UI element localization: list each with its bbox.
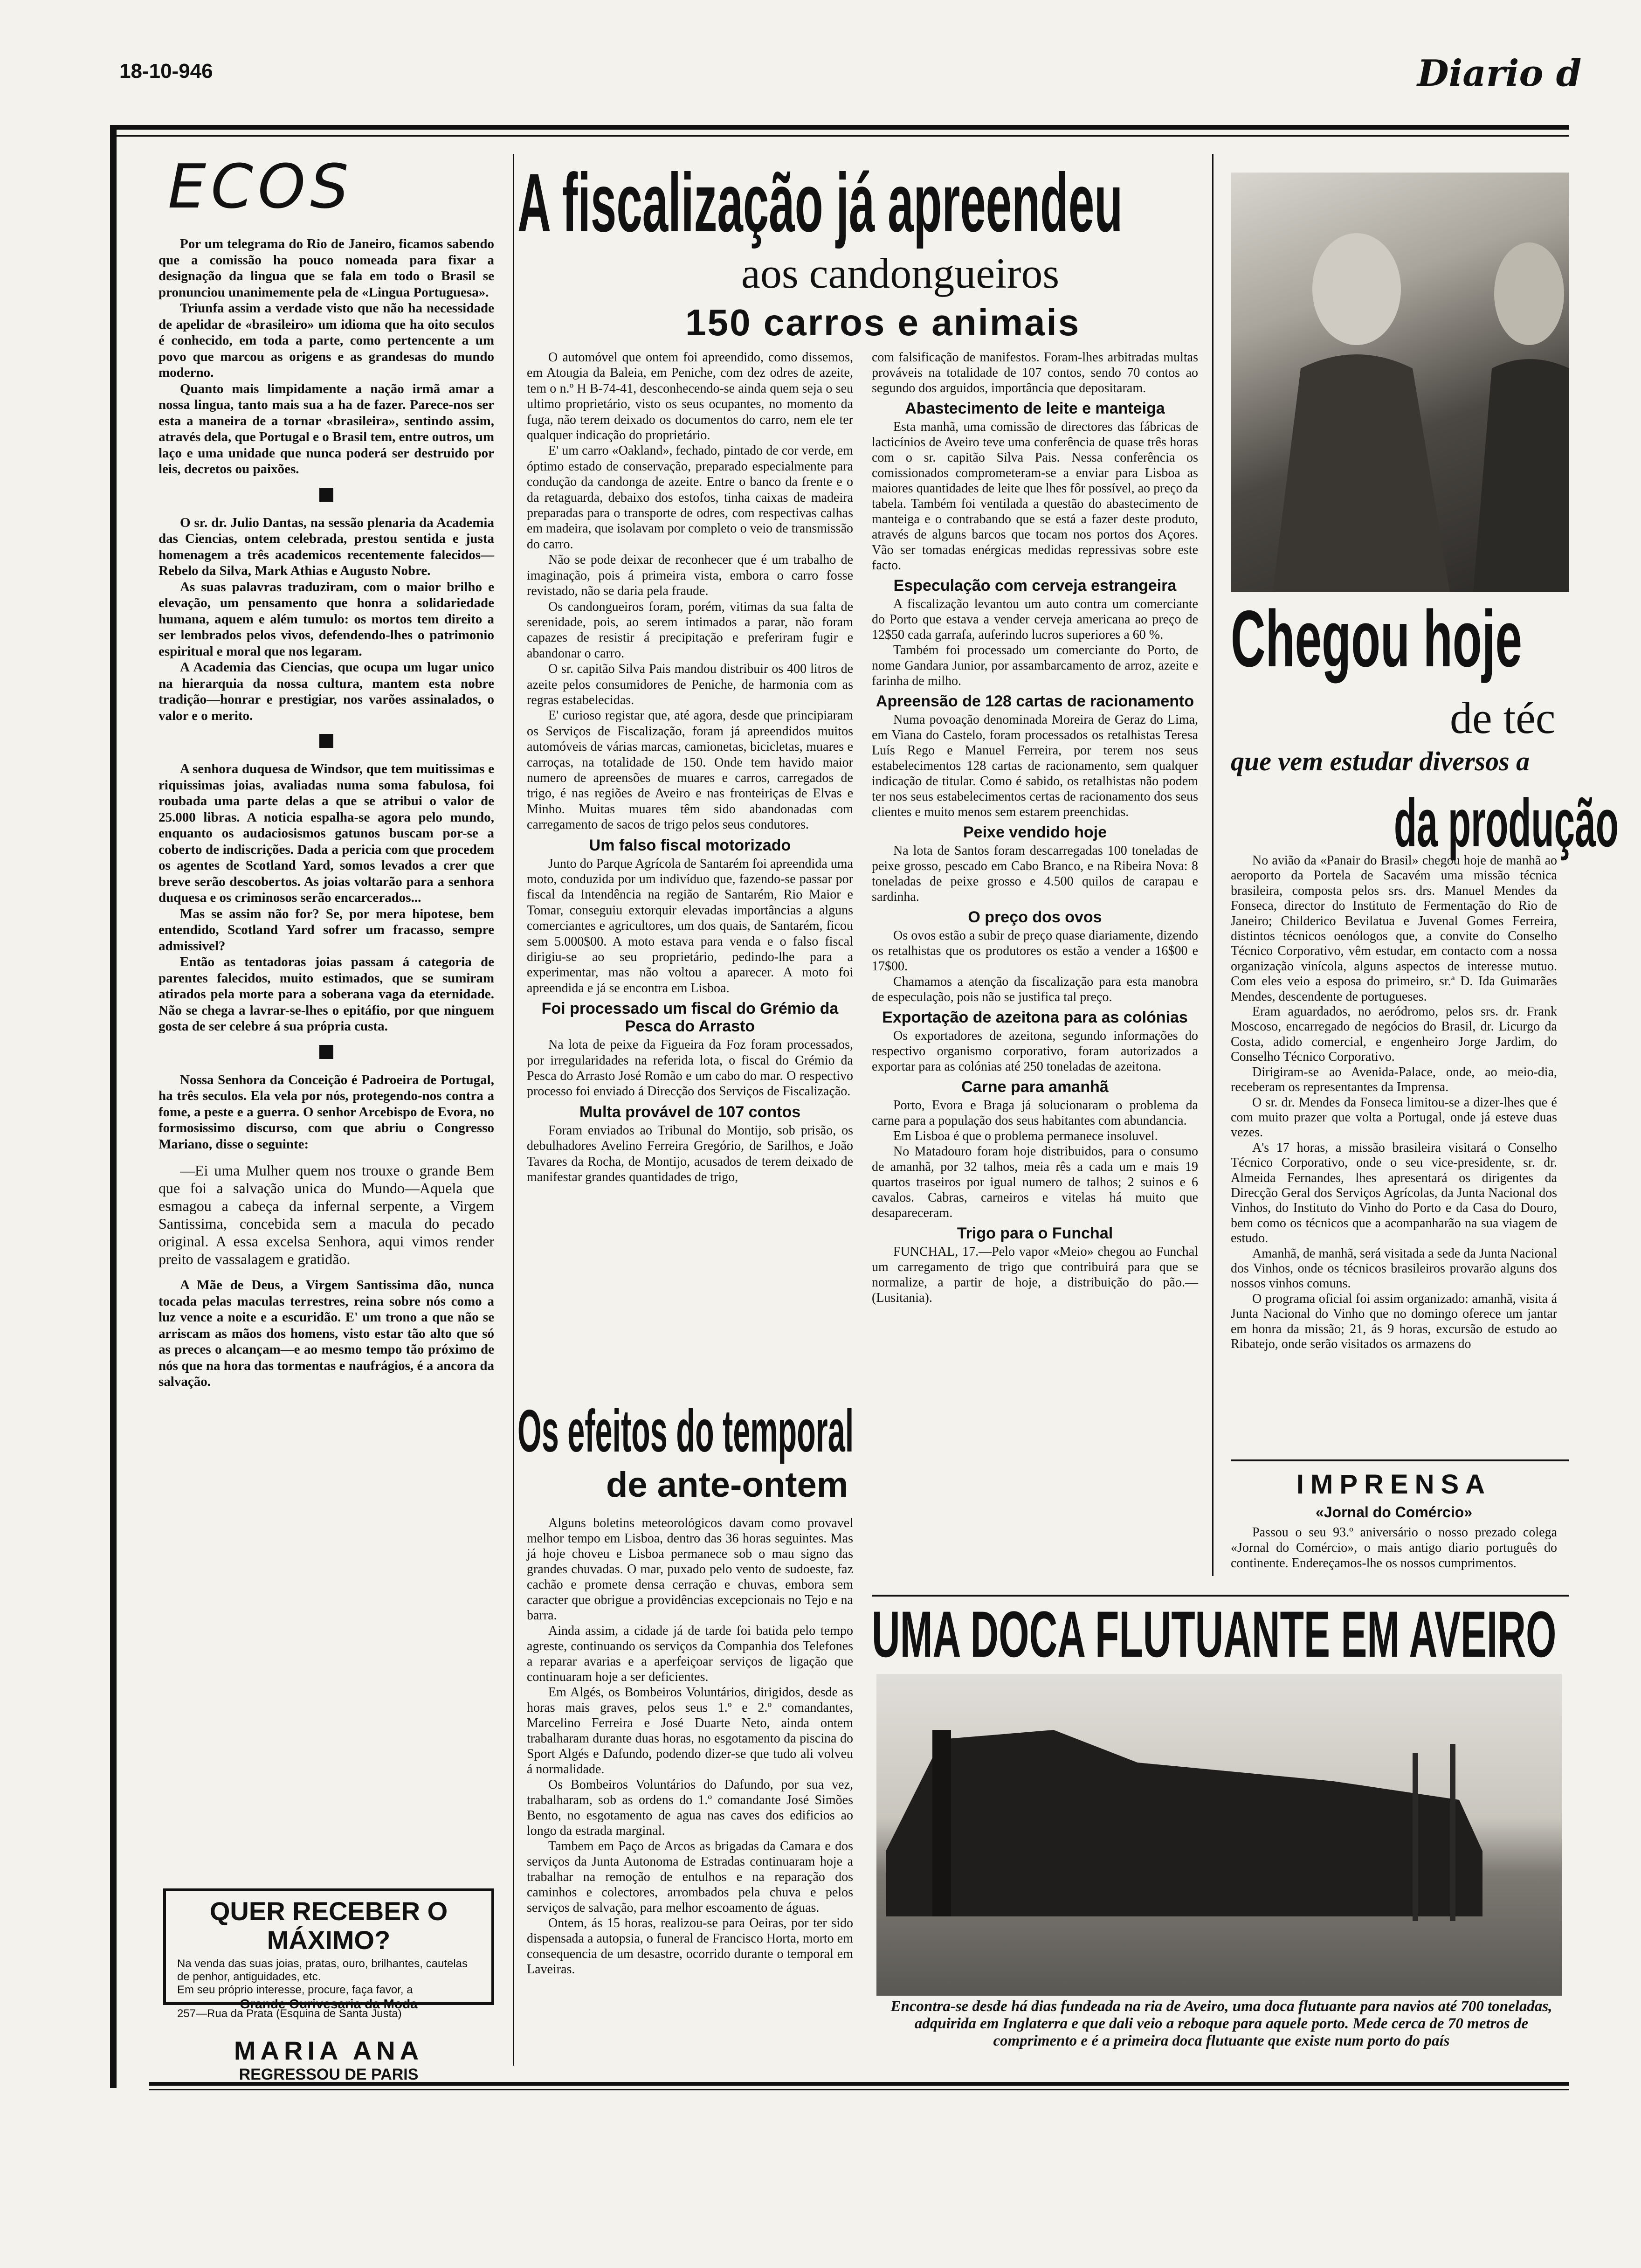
imprensa-rule — [1231, 1459, 1569, 1461]
article-paragraph: Em Algés, os Bombeiros Voluntários, dirigidos, desde as horas mais graves, pelos seus 1.º e 2.º comandantes, Marcelino Ferreira e José Duarte Neto, ainda ontem trabalharam durante duas horas, no esgotamento da piscina do Sport Algés e Dafundo, podendo dizer-se que tudo ali volveu á normalidade. — [527, 1685, 853, 1777]
subheading: Trigo para o Funchal — [957, 1224, 1113, 1242]
article-paragraph: Tambem em Paço de Arcos as brigadas da Camara e dos serviços da Junta Autonoma de Estradas continuaram hoje a trabalhar na remoção de entulhos e na reparação dos caminhos e colectores, arrombados pela chuva e pelos serviços de salvação, para melhor escoamento de águas. — [527, 1839, 853, 1915]
ad-title: QUER RECEBER O MÁXIMO? — [209, 1896, 448, 1955]
imprensa-text: Passou o seu 93.º aniversário o nosso prezado colega «Jornal do Comércio», o mais antigo diario português do continente. Endereçamos-lhe os nossos cumprimentos. — [1231, 1525, 1557, 1570]
main-subheadline: aos candongueiros — [741, 249, 1060, 297]
article-paragraph: O sr. dr. Mendes da Fonseca limitou-se a dizer-lhes que é com muito prazer que volta a Portugal, onde já esteve duas vezes. — [1231, 1095, 1557, 1140]
ecos-column — [159, 151, 494, 1986]
article-paragraph: Chamamos a atenção da fiscalização para esta manobra de especulação, pois não se justifica tal preço. — [872, 975, 1198, 1004]
ecos-paragraph: As suas palavras traduziram, com o maior brilho e elevação, um pensamento que honra a solidariedade humana, aquem e além tumulo: os mortos tem direito a ser lembrados pelos vivos, defendendo-lhes o patrimonio espiritual e moral que nos legaram. — [159, 579, 494, 659]
article-paragraph: Porto, Evora e Braga já solucionaram o problema da carne para a população dos seus habitantes com abundancia. — [872, 1098, 1198, 1128]
article-paragraph: FUNCHAL, 17.—Pelo vapor «Meio» chegou ao Funchal um carregamento de trigo que contribuirá para que se normalize, a partir de hoje, a distribuição do pão.—(Lusitania). — [872, 1245, 1198, 1305]
article-paragraph: Eram aguardados, no aeródromo, pelos srs. dr. Frank Moscoso, encarregado de negócios do Brasil, dr. Licurgo da Costa, adido comercial, e engenheiro Jorge Jardim, do Conselho Técnico Corporativo. — [1231, 1004, 1557, 1065]
article-paragraph: Na lota de Santos foram descarregadas 100 toneladas de peixe grosso, pescado em Cabo Branco, e na Ribeira Nova: 8 toneladas de peixe grosso e 4.500 quilos de carapau e sardinha. — [872, 844, 1198, 904]
imprensa-subtitle: «Jornal do Comércio» — [1315, 1504, 1473, 1521]
article-paragraph: E' curioso registar que, até agora, desde que principiaram os Serviços de Fiscalização, foram já apreendidos muitos automóveis de várias marcas, camionetas, bicicletas, muares e carroças, na totalidade de 150. Onde tem havido maior numero de apreensões de muares e carros, carregados de trigo, é nas regiões de Aveiro e nas fronteiriças de Elvas e Minho. Muitas muares têm sido abandonadas com carregamento de sacos de trigo pelos seus condutores. — [527, 708, 853, 832]
section-separator — [319, 734, 333, 748]
section-separator — [319, 1045, 333, 1059]
article-paragraph: A fiscalização levantou um auto contra um comerciante do Porto que estava a vender cerveja americana ao preço de 12$50 cada garrafa, auferindo lucros superiores a 60 %. — [872, 597, 1198, 642]
article-paragraph: Amanhã, de manhã, será visitada a sede da Junta Nacional dos Vinhos, onde os técnicos brasileiros provarão alguns dos nossos vinhos comuns. — [1231, 1246, 1557, 1291]
subheading: Carne para amanhã — [961, 1078, 1109, 1096]
ecos-paragraph: Nossa Senhora da Conceição é Padroeira de Portugal, ha três seculos. Ela vela por nós, protegendo-nos contra a fome, a peste e a guerra. O senhor Arcebispo de Evora, no formosissimo discurso, com que abriu o Congresso Mariano, disse o seguinte: — [159, 1072, 494, 1152]
column-divider — [513, 154, 514, 2066]
article-paragraph: Ontem, ás 15 horas, realizou-se para Oeiras, por ter sido dispensada a autopsia, o funeral de Francisco Horta, morto em consequencia de um desastre, ocorrido durante o temporal em Laveiras. — [527, 1916, 853, 1977]
ecos-paragraph: A Academia das Ciencias, que ocupa um lugar unico na hierarquia da nossa cultura, mantem esta nobre tradição—honrar e prestigiar, nos varões assinalados, o valor e o merito. — [159, 660, 494, 723]
newspaper-name: Diario d — [1417, 52, 1582, 95]
ecos-paragraph: A senhora duquesa de Windsor, que tem muitissimas e riquissimas joias, avaliadas numa soma fabulosa, foi roubada uma parte delas a que se atribui o valor de 25.000 libras. A noticia espalha-se agora pelo mundo, enquanto os audaciosismos gatunos buscam por-se a coberto de indiscrições. Dada a pericia com que procedem os agentes de Scotland Yard, somos levados a crer que breve serão descobertos. As joias voltarão para a senhora duquesa e os criminosos serão encarcerados... — [159, 761, 494, 905]
ecos-paragraph: Triunfa assim a verdade visto que não ha necessidade de apelidar de «brasileiro» um idioma que ha oito seculos é conhecido, em toda a parte, como pertencente a um povo que marcou as origens e as grandesas do mundo moderno. — [159, 301, 494, 380]
notice-subtitle: REGRESSOU DE PARIS — [239, 2066, 419, 2083]
article-paragraph: Os exportadores de azeitona, segundo informações do respectivo organismo corporativo, foram autorizados a exportar para as colónias até 250 toneladas de azeitona. — [872, 1029, 1198, 1074]
ad-body-2: Em seu próprio interesse, procure, faça favor, a — [177, 1984, 413, 1996]
article-paragraph: A's 17 horas, a missão brasileira visitará o Conselho Técnico Corporativo, onde o seu vice-presidente, sr. dr. Almeida Fernandes, lhes apresentará os dirigentes da Direcção Geral dos Serviços Agrícolas, da Junta Nacional dos Vinhos, do Instituto do Vinho do Porto e da Casa do Douro, bem como os técnicos que a acompanharão na sua viagem de estudo. — [1231, 1140, 1557, 1246]
article-paragraph: E' um carro «Oakland», fechado, pintado de cor verde, em óptimo estado de conservação, preparado especialmente para condução da candonga de azeite. Entre o banco da frente e o da retaguarda, debaixo dos estofos, tinha caixas de madeira preparadas para o transporte de odres, com respectivas calhas em madeira, que isolavam por completo o veio de transmissão do carro. — [527, 443, 853, 552]
ecos-paragraph: Mas se assim não for? Se, por mera hipotese, bem entendido, Scotland Yard sofrer um fracasso, sempre admissivel? — [159, 906, 494, 954]
notice-title: MARIA ANA — [234, 2036, 424, 2065]
subheading: Apreensão de 128 cartas de racionamento — [876, 692, 1194, 710]
subheading: Um falso fiscal motorizado — [589, 836, 791, 854]
ecos-paragraph: Por um telegrama do Rio de Janeiro, ficamos sabendo que a comissão ha pouco nomeada para fixar a designação da lingua que se fala em todo o Brasil se pronunciou unanimemente pela de «Lingua Portuguesa». — [159, 236, 494, 300]
main-subheadline-2: 150 carros e animais — [685, 302, 1081, 343]
article-paragraph: com falsificação de manifestos. Foram-lhes arbitradas multas prováveis na totalidade de 107 contos, sendo 70 contos ao segundo dos arguidos, importância que depositaram. — [872, 350, 1198, 395]
doca-rule — [872, 1595, 1569, 1597]
chegou-headline: Chegou hoje — [1231, 594, 1522, 684]
article-paragraph: Não se pode deixar de reconhecer que é um trabalho de imaginação, pois á primeira vista, embora o carro fosse revistado, não se daria pela fraude. — [527, 553, 853, 599]
article-paragraph: O automóvel que ontem foi apreendido, como dissemos, em Atougia da Baleia, em Peniche, com dez odres de azeite, tem o n.º H B-74-41, desconhecendo-se ainda quem seja o seu ultimo proprietário, visto os seus ocupantes, no momento da fuga, não terem deixado os documentos do carro, nem ele ter qualquer indicação do proprietário. — [527, 350, 853, 443]
article-paragraph: Esta manhã, uma comissão de directores das fábricas de lacticínios de Aveiro teve uma conferência de quase três horas com o sr. capitão Silva Pais. Nessa conferência os comissionados comprometeram-se a enviar para Lisboa as maiores quantidades de leite que lhes fôr possível, ao preço da tabela. Também foi ventilada a questão do abastecimento de manteiga e o contrabando que se está a fazer deste produto, através de alguns barcos que tocam nos portos dos Açores. Vão ser tomadas enérgicas medidas repressivas sobre este facto. — [872, 420, 1198, 573]
article-paragraph: Ainda assim, a cidade já de tarde foi batida pelo tempo agreste, continuando os serviços da Companhia dos Telefones a reparar avarias e a aperfeiçoar serviços de ligação que continuaram hoje a ser deficientes. — [527, 1624, 853, 1684]
floating-dock-photo — [876, 1674, 1562, 1996]
imprensa-title: IMPRENSA — [1296, 1469, 1492, 1500]
ad-shop: Grande Ourivesaria da Moda — [240, 1997, 418, 2011]
temporal-body — [527, 1515, 853, 2066]
subheading: Exportação de azeitona para as colónias — [882, 1009, 1188, 1026]
article-paragraph: Os candongueiros foram, porém, vitimas da sua falta de serenidade, pois, ao serem intimados a parar, não foram capazes de resistir á precipitação e preferiram fugir e abandonar o carro. — [527, 599, 853, 661]
ecos-paragraph: —Ei uma Mulher quem nos trouxe o grande Bem que foi a salvação unica do Mundo—Aquela que esmagou a cabeça da infernal serpente, a Virgem Santissima, concebida sem a macula do pecado original. A essa excelsa Senhora, aqui vimos render preito de vassalagem e gratidão. — [159, 1162, 494, 1267]
temporal-headline: Os efeitos do temporal — [517, 1398, 854, 1465]
subheading: Abastecimento de leite e manteiga — [905, 400, 1165, 417]
article-paragraph: Dirigiram-se ao Avenida-Palace, onde, ao meio-dia, receberam os representantes da Imprensa. — [1231, 1065, 1557, 1095]
subheading: Multa provável de 107 contos — [579, 1103, 801, 1121]
main-column-1 — [527, 350, 853, 1394]
footer-rule-thin — [149, 2089, 1569, 2090]
article-paragraph: Na lota de peixe da Figueira da Foz foram processados, por irregularidades na referida lota, o fiscal do Grémio da Pesca do Arrasto José Romão e um cabo do mar. O respectivo processo foi enviado á Direcção dos Serviços de Fiscalização. — [527, 1037, 853, 1099]
jewelry-ad — [163, 1888, 494, 2011]
article-paragraph: Também foi processado um comerciante do Porto, de nome Gandara Junior, por assambarcamento de arroz, azeite e farinha de milho. — [872, 643, 1198, 688]
ecos-title: ECOS — [168, 151, 353, 222]
ecos-paragraph: Então as tentadoras joias passam á categoria de parentes falecidos, muito estimados, que se sumiram atirados pela morte para a soberana vaga da eternidade. Não se chega a lavrar-se-lhes o epitáfio, por que ninguem gosta de ser celebre á sua própria custa. — [159, 954, 494, 1034]
article-paragraph: Foram enviados ao Tribunal do Montijo, sob prisão, os debulhadores Avelino Ferreira Gregório, de Sarilhos, e João Tavares da Rocha, de Montijo, acusados de terem deixado de manifestar grandes quantidades de trigo, — [527, 1123, 853, 1185]
article-paragraph: No avião da «Panair do Brasil» chegou hoje de manhã ao aeroporto da Portela de Sacavém uma missão técnica brasileira, composta pelos srs. drs. Manuel Mendes da Fonseca, director do Instituto de Fermentação do Rio de Janeiro; Childerico Bevilatua e Juvenal Gomes Ferreira, distintos técnicos oenólogos que, a convite do Conselho Técnico Corporativo, vêm estudar, em contacto com a nossa organização vinícola, alguns aspectos de interesse mutuo. Com eles veio a esposa do primeiro, sr.ª D. Ida Guimarães Mendes, descendente de portugueses. — [1231, 853, 1557, 1004]
article-paragraph: O sr. capitão Silva Pais mandou distribuir os 400 litros de azeite pelos consumidores de Peniche, de harmonia com as regras estabelecidas. — [527, 662, 853, 707]
subheading: O preço dos ovos — [968, 908, 1102, 926]
ecos-paragraph: O sr. dr. Julio Dantas, na sessão plenaria da Academia das Ciencias, ontem celebrada, prestou sentida e justa homenagem a três academicos recentemente falecidos—Rebelo da Silva, Mark Athias e Augusto Nobre. — [159, 515, 494, 578]
column-divider — [1212, 154, 1214, 1576]
article-paragraph: Numa povoação denominada Moreira de Geraz do Lima, em Viana do Castelo, foram processados os retalhistas Teresa Luís Rego e Manuel Ferreira, por terem nos seus estabelecimentos 128 cartas de racionamento, sem qualquer indicação de titular. Como é sabido, os retalhistas não podem ter nos seus estabelecimentos certas de racionamento dos seus clientes e muito menos sem estarem preenchidas. — [872, 712, 1198, 819]
issue-date: 18-10-946 — [119, 60, 213, 83]
temporal-subheadline: de ante-ontem — [606, 1465, 848, 1505]
subheading: Especulação com cerveja estrangeira — [893, 577, 1177, 595]
article-paragraph: O programa oficial foi assim organizado: amanhã, visita á Junta Nacional do Vinho que no domingo oferece um jantar em honra da missão; 21, ás 9 horas, excursão de estudo ao Ribatejo, onde serão visitados os armazens do — [1231, 1291, 1557, 1351]
ad-body: Na venda das suas joias, pratas, ouro, brilhantes, cautelas de penhor, antiguidades, etc. — [177, 1957, 468, 1983]
header-rule-thin — [110, 135, 1569, 137]
doca-headline: UMA DOCA FLUTUANTE EM AVEIRO — [872, 1597, 1557, 1671]
article-paragraph: Alguns boletins meteorológicos davam como provavel melhor tempo em Lisboa, dentro das 36 horas seguintes. Mas já hoje choveu e Lisboa permanece sob o mau signo das grandes chuvadas. O mar, puxado pelo vento de sudoeste, faz cachão e promete densa cerração e chuvas, embora sem caracter que obrigue a providências excepcionais no Tejo e na barra. — [527, 1516, 853, 1623]
header-rule — [110, 125, 1569, 130]
chegou-subheadline-2: que vem estudar diversos a — [1231, 746, 1530, 776]
doca-caption: Encontra-se desde há dias fundeada na ria de Aveiro, uma doca flutuante para navios até 700 toneladas, adquirida em Inglaterra e que dali veio a reboque para aquele porto. Mede cerca de 70 metros de comprimento e é a primeira doca flutuante que existe num porto do país — [890, 1998, 1552, 2049]
article-paragraph: Os Bombeiros Voluntários do Dafundo, por sua vez, trabalharam, sob as ordens do 1.º comandante José Simões Bento, no esgotamento de agua nas caves dos edificios ao longo da estrada marginal. — [527, 1777, 853, 1838]
ad-address: 257—Rua da Prata (Esquina de Santa Justa) — [177, 2007, 402, 2020]
chegou-body — [1231, 853, 1557, 1459]
article-paragraph: Em Lisboa é que o problema permanece insoluvel. — [893, 1129, 1158, 1143]
main-column-2 — [872, 350, 1198, 1590]
section-separator — [319, 488, 333, 502]
subheading: Peixe vendido hoje — [963, 823, 1107, 841]
chegou-subheadline-3: da produção — [1394, 785, 1619, 861]
ecos-paragraph: Quanto mais limpidamente a nação irmã amar a nossa lingua, tanto mais sua a ha de fazer. Parece-nos ser esta a maneira de a tornar «brasileira», sentindo assim, através dela, que Portugal e o Brasil tem, entre outros, um laço e uma unidade que nunca poderá ser destruido por leis, decretos ou paixões. — [159, 381, 494, 477]
article-paragraph: No Matadouro foram hoje distribuidos, para o consumo de amanhã, por 32 talhos, meia rês a cada um e mais 19 quartos traseiros por igual numero de talhos; 2 suinos e 6 cavalos. Cabras, carneiros e vitelas há muito que desapareceram. — [872, 1144, 1198, 1220]
ecos-paragraph: A Mãe de Deus, a Virgem Santissima dão, nunca tocada pelas maculas terrestres, reina sobre nós como a luz vence a noite e a escuridão. E' um trono a que não se arriscam as mãos dos homens, visto estar tão alto que só as preces o alcançam—e ao mesmo tempo tão próximo de nós que na hora das tormentas e naufrágios, é a ancora da salvação. — [159, 1278, 494, 1389]
delegation-photo — [1231, 173, 1569, 592]
main-headline: A fiscalização já apreendeu — [517, 156, 1123, 249]
article-paragraph: Junto do Parque Agrícola de Santarém foi apreendida uma moto, conduzida por um indivíduo que, fazendo-se passar por fiscal da Intendência na região de Santarém, Rio Maior e Tomar, conseguiu extorquir elevadas importâncias a alguns comerciantes e agricultores, um dos quais, de Santarém, ficou sem 5.000$00. A moto estava para venda e o falso fiscal dirigiu-se ao seu proprietário, pedindo-lhe para a experimentar, mas não voltou a aparecer. A moto foi apreendida e já se encontra em Lisboa. — [527, 856, 853, 996]
article-paragraph: Os ovos estão a subir de preço quase diariamente, dizendo os retalhistas que os produtores os estão a vender a 16$00 e 17$00. — [872, 928, 1198, 974]
subheading: Foi processado um fiscal do Grémio da Pesca do Arrasto — [541, 1000, 839, 1036]
chegou-subheadline: de téc — [1450, 693, 1556, 743]
left-margin-rule — [110, 125, 117, 2088]
